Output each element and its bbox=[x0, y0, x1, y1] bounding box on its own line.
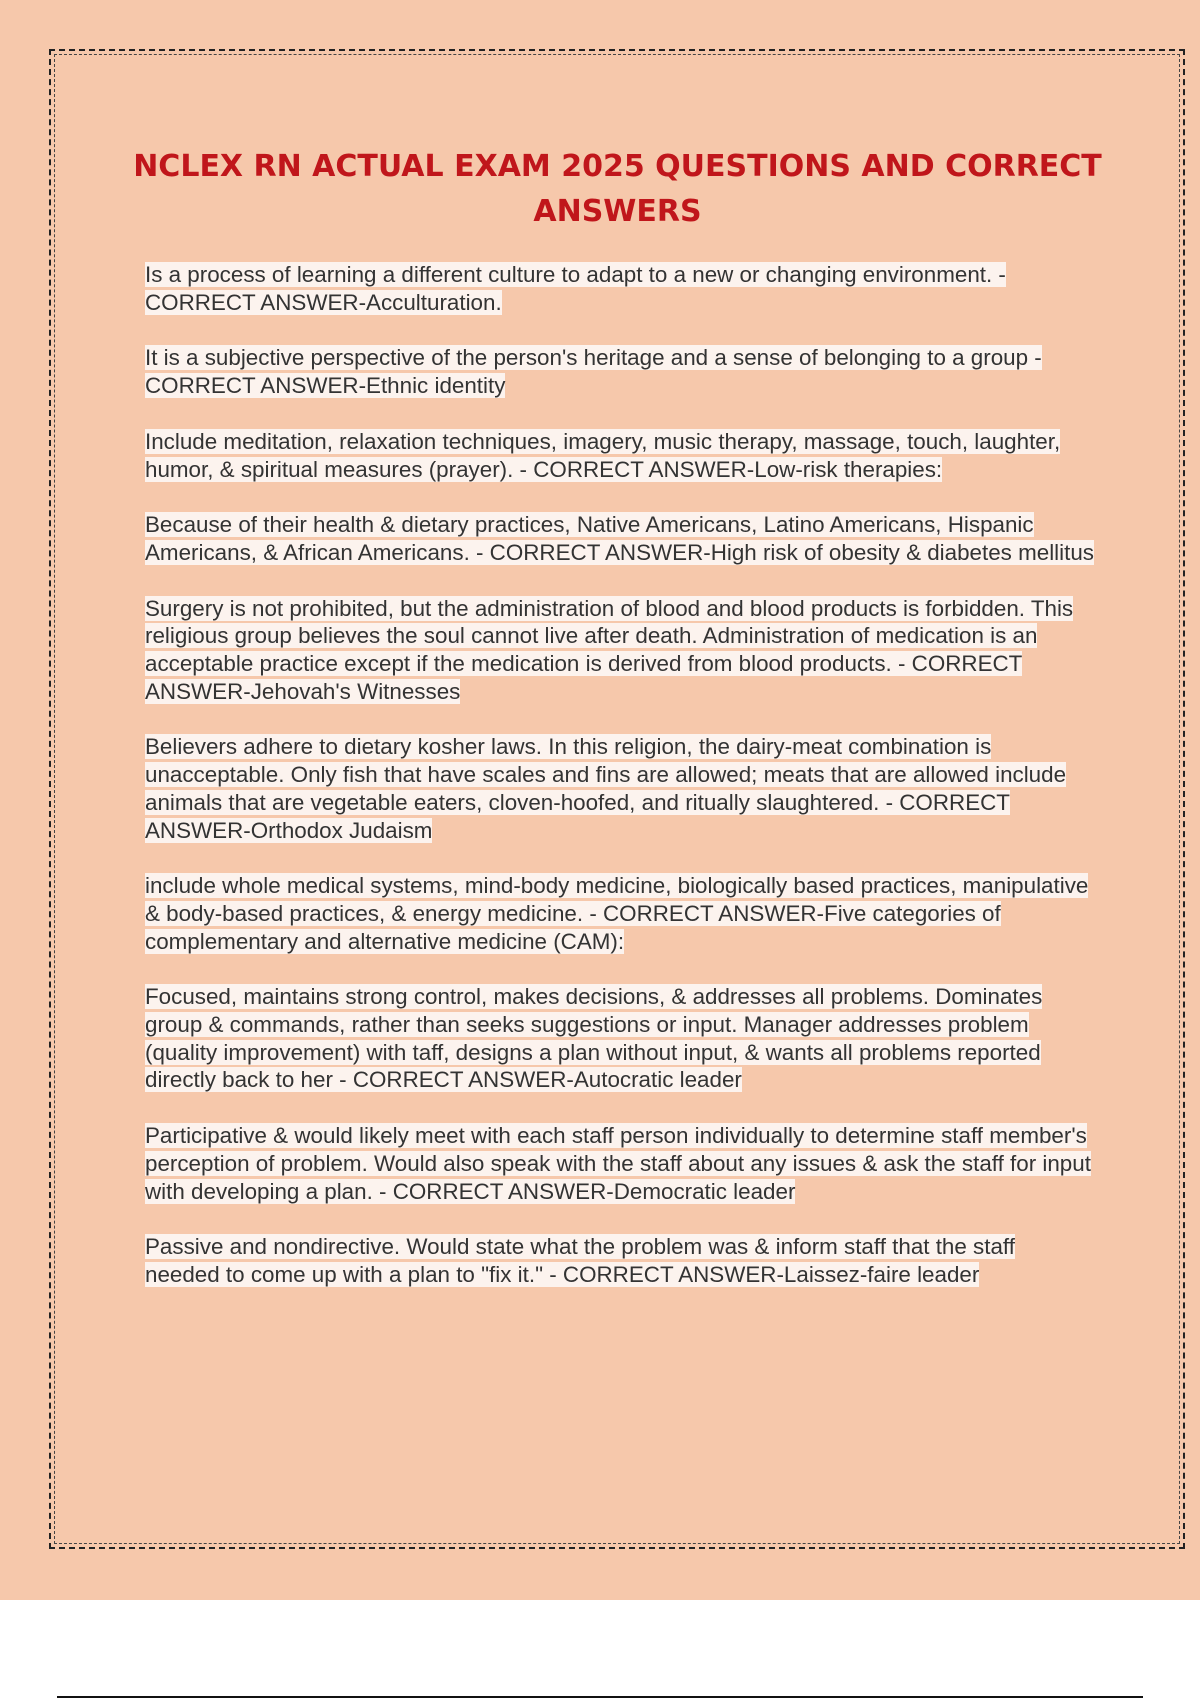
qa-text: Because of their health & dietary practices, Native Americans, Latino Americans, Hispanic Americans, & African Americans. - CORRECT ANSWER-High risk of obesity & diabetes mellitus bbox=[145, 512, 1094, 565]
qa-text: Surgery is not prohibited, but the administration of blood and blood products is forbidden. This religious group believes the soul cannot live after death. Administration of medication is an acceptable practice except if the medication is derived from blood products. - CORRECT ANSWER-Jehovah's Witnesses bbox=[145, 595, 1074, 704]
footer-rule bbox=[57, 1696, 1143, 1698]
qa-item bbox=[145, 1233, 1095, 1288]
qa-text: It is a subjective perspective of the person's heritage and a sense of belonging to a group - CORRECT ANSWER-Ethnic identity bbox=[145, 345, 1042, 399]
qa-text: Focused, maintains strong control, makes decisions, & addresses all problems. Dominates group & commands, rather than seeks suggestions or input. Manager addresses problem (quality improvement) with taff, designs a plan without input, & wants all problems reported directly back to her - CORRECT ANSWER-Autocratic leader bbox=[145, 984, 1043, 1093]
qa-text: Participative & would likely meet with each staff person individually to determine staff member's perception of problem. Would also speak with the staff about any issues & ask the staff for input with developing a plan. - CORRECT ANSWER-Democratic leader bbox=[145, 1123, 1091, 1204]
qa-text: Passive and nondirective. Would state what the problem was & inform staff that the staff needed to come up with a plan to "fix it." - CORRECT ANSWER-Laissez-faire leader bbox=[145, 1234, 1015, 1287]
qa-item bbox=[145, 733, 1095, 844]
qa-item bbox=[145, 983, 1095, 1094]
qa-item bbox=[145, 344, 1095, 399]
qa-item bbox=[145, 595, 1095, 706]
qa-item bbox=[145, 511, 1095, 566]
qa-item bbox=[145, 261, 1095, 316]
qa-item bbox=[145, 1122, 1095, 1205]
document-title: NCLEX RN ACTUAL EXAM 2025 QUESTIONS AND CORRECT ANSWERS bbox=[133, 149, 1102, 229]
qa-item bbox=[145, 872, 1095, 955]
qa-item bbox=[145, 428, 1095, 483]
qa-list bbox=[145, 261, 1095, 1317]
qa-text: Believers adhere to dietary kosher laws. In this religion, the dairy-meat combination is unacceptable. Only fish that have scales and fins are allowed; meats that are allowed include animals that are vegetable eaters, cloven-hoofed, and ritually slaughtered. - CORRECT ANSWER-Orthodox Judaism bbox=[145, 734, 1067, 843]
qa-text: Include meditation, relaxation techniques, imagery, music therapy, massage, touch, laughter, humor, & spiritual measures (prayer). - CORRECT ANSWER-Low-risk therapies: bbox=[145, 428, 1061, 482]
qa-text: include whole medical systems, mind-body medicine, biologically based practices, manipulative & body-based practices, & energy medicine. - CORRECT ANSWER-Five categories of complementary and alternative medicine (CAM): bbox=[145, 873, 1089, 954]
qa-text: Is a process of learning a different culture to adapt to a new or changing environment. - CORRECT ANSWER-Acculturation. bbox=[145, 262, 1006, 315]
